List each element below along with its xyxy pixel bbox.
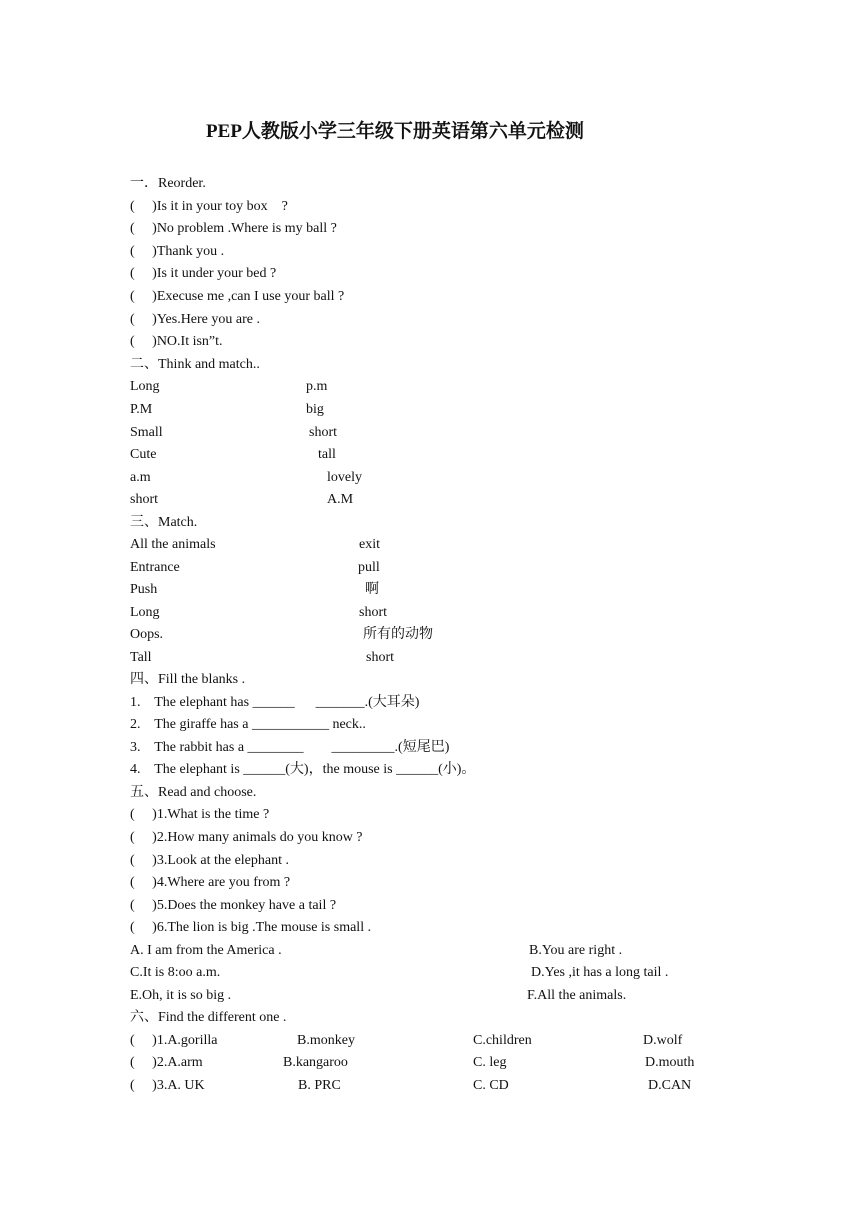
section-6-heading: 六、Find the different one . bbox=[130, 1010, 287, 1025]
match-left-item: short bbox=[130, 492, 158, 507]
question-item: ( )6.The lion is big .The mouse is small . bbox=[130, 920, 372, 935]
answer-option: A. I am from the America . bbox=[130, 943, 282, 958]
answer-option: E.Oh, it is so big . bbox=[130, 988, 232, 1003]
match-right-item: big bbox=[306, 402, 324, 417]
fill-blank-item: 3. The rabbit has a ________ _________.(短尾巴) bbox=[130, 740, 450, 755]
match-left-item: P.M bbox=[130, 402, 153, 417]
question-item: ( )3.Look at the elephant . bbox=[130, 853, 290, 868]
reorder-item: ( )Yes.Here you are . bbox=[130, 312, 260, 327]
question-item: ( )2.How many animals do you know ? bbox=[130, 830, 363, 845]
choice-option: D.CAN bbox=[648, 1078, 692, 1093]
match-right-item: short bbox=[309, 425, 337, 440]
choice-option: B.monkey bbox=[297, 1033, 355, 1048]
fill-blank-item: 1. The elephant has ______ _______.(大耳朵) bbox=[130, 695, 420, 710]
match-right-item: lovely bbox=[327, 470, 362, 485]
fill-blank-item: 2. The giraffe has a ___________ neck.. bbox=[130, 717, 366, 732]
section-5-heading: 五、Read and choose. bbox=[130, 785, 257, 800]
answer-option: D.Yes ,it has a long tail . bbox=[531, 965, 669, 980]
reorder-item: ( )Is it in your toy box ? bbox=[130, 199, 288, 214]
choice-option: C. CD bbox=[473, 1078, 509, 1093]
reorder-item: ( )Is it under your bed ? bbox=[130, 266, 277, 281]
answer-option: C.It is 8:oo a.m. bbox=[130, 965, 221, 980]
section-2-heading: 二、Think and match.. bbox=[130, 357, 260, 372]
choice-option: D.wolf bbox=[643, 1033, 683, 1048]
choice-option: C.children bbox=[473, 1033, 532, 1048]
choice-question: ( )3.A. UK bbox=[130, 1078, 205, 1093]
match-right-item: tall bbox=[318, 447, 336, 462]
reorder-item: ( )Execuse me ,can I use your ball ? bbox=[130, 289, 345, 304]
reorder-item: ( )Thank you . bbox=[130, 244, 225, 259]
answer-option: F.All the animals. bbox=[527, 988, 627, 1003]
match-right-item: 所有的动物 bbox=[363, 627, 433, 642]
match-left-item: a.m bbox=[130, 470, 151, 485]
question-item: ( )4.Where are you from ? bbox=[130, 875, 291, 890]
answer-option: B.You are right . bbox=[529, 943, 623, 958]
match-left-item: Long bbox=[130, 379, 160, 394]
match-right-item: A.M bbox=[327, 492, 354, 507]
choice-option: D.mouth bbox=[645, 1055, 695, 1070]
question-item: ( )1.What is the time ? bbox=[130, 807, 270, 822]
choice-option: B. PRC bbox=[298, 1078, 341, 1093]
match-left-item: Small bbox=[130, 425, 163, 440]
choice-question: ( )2.A.arm bbox=[130, 1055, 203, 1070]
match-left-item: Tall bbox=[130, 650, 152, 665]
match-right-item: p.m bbox=[306, 379, 328, 394]
reorder-item: ( )No problem .Where is my ball ? bbox=[130, 221, 337, 236]
match-right-item: exit bbox=[359, 537, 380, 552]
match-right-item: pull bbox=[358, 560, 380, 575]
match-right-item: 啊 bbox=[365, 582, 379, 597]
page-title: PEP人教版小学三年级下册英语第六单元检测 bbox=[206, 121, 584, 142]
choice-question: ( )1.A.gorilla bbox=[130, 1033, 218, 1048]
reorder-item: ( )NO.It isn”t. bbox=[130, 334, 223, 349]
match-left-item: All the animals bbox=[130, 537, 216, 552]
fill-blank-item: 4. The elephant is ______(大)，the mouse is ______(小)。 bbox=[130, 762, 476, 777]
section-3-heading: 三、Match. bbox=[130, 515, 198, 530]
choice-option: C. leg bbox=[473, 1055, 507, 1070]
choice-option: B.kangaroo bbox=[283, 1055, 348, 1070]
match-left-item: Push bbox=[130, 582, 158, 597]
section-4-heading: 四、Fill the blanks . bbox=[130, 672, 246, 687]
match-left-item: Oops. bbox=[130, 627, 164, 642]
match-right-item: short bbox=[359, 605, 387, 620]
match-left-item: Entrance bbox=[130, 560, 180, 575]
match-right-item: short bbox=[366, 650, 394, 665]
section-1-heading: 一．Reorder. bbox=[130, 176, 206, 191]
question-item: ( )5.Does the monkey have a tail ? bbox=[130, 898, 337, 913]
match-left-item: Cute bbox=[130, 447, 157, 462]
match-left-item: Long bbox=[130, 605, 160, 620]
